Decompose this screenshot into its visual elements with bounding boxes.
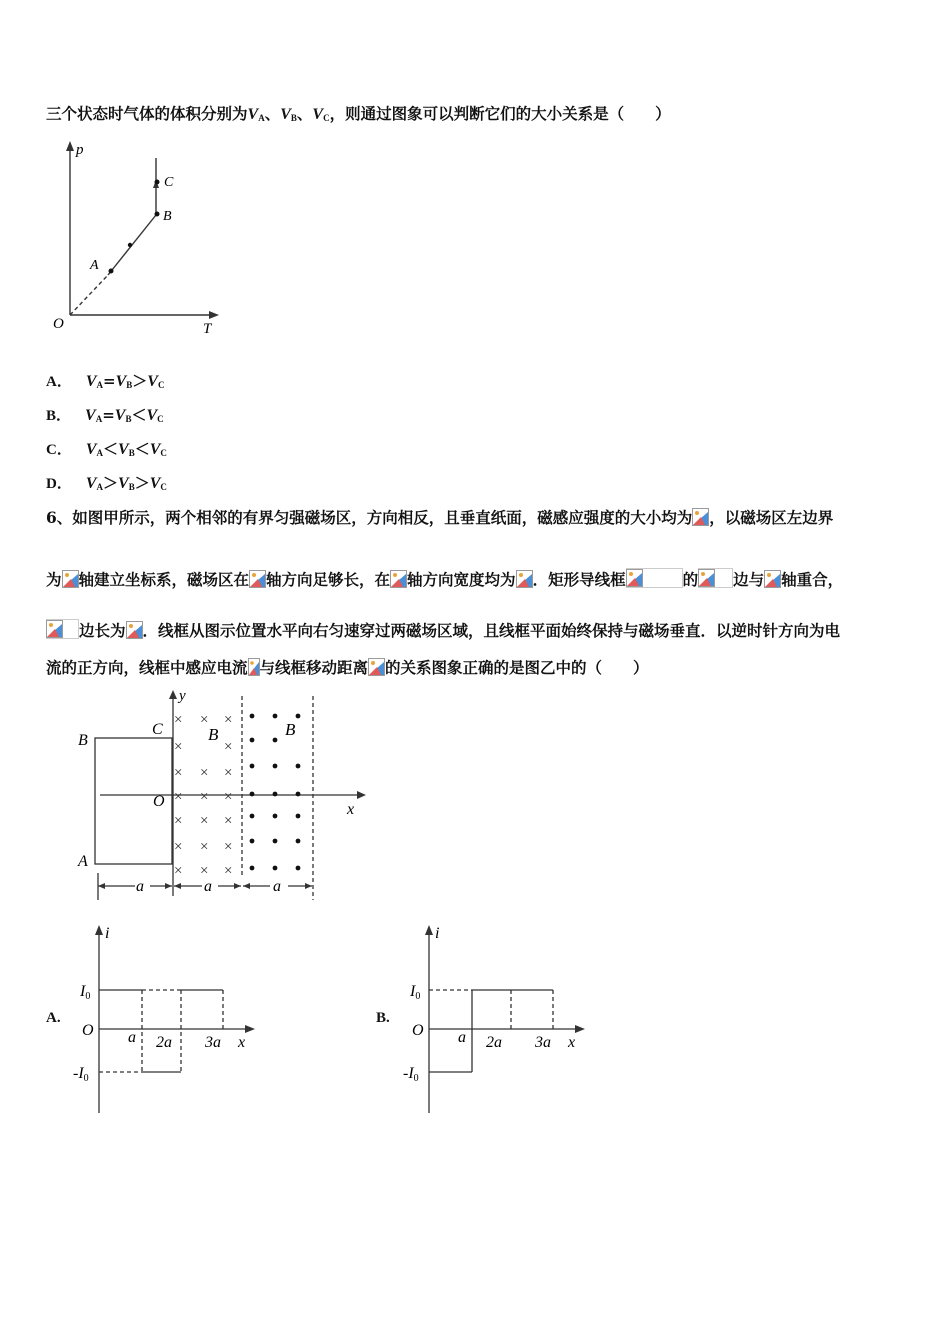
broken-image-icon — [698, 568, 733, 588]
point-a — [109, 269, 114, 274]
svg-text:a: a — [458, 1029, 466, 1046]
option-d[interactable]: D． $V_A>V_B>V_C$ — [46, 474, 167, 492]
field-into-page-symbol: × — [200, 839, 209, 855]
q6-line-2: 为 轴建立坐标系，磁场区在 轴方向足够长，在 轴方向宽度均为 ．矩形导线框 的 边与 轴重合， — [46, 570, 844, 589]
field-out-of-page-symbol — [296, 714, 301, 719]
field-out-of-page-symbol — [296, 866, 301, 871]
width-a-2: a — [204, 878, 212, 895]
svg-text:3a: 3a — [205, 1034, 221, 1051]
q6-line-3: 边长为 ．线框从图示位置水平向右匀速穿过两磁场区域，且线框平面始终保持与磁场垂直．以逆时针方向为电 — [46, 619, 840, 641]
field-into-page-symbol: × — [200, 789, 209, 805]
field-out-of-page-symbol — [250, 814, 255, 819]
svg-text:3a: 3a — [535, 1034, 551, 1051]
field-out-of-page-symbol — [250, 792, 255, 797]
label-b-field-2: B — [285, 720, 296, 739]
width-a-1: a — [136, 878, 144, 895]
svg-text:x: x — [238, 1034, 246, 1051]
field-into-page-symbol: × — [174, 839, 183, 855]
svg-text:x: x — [568, 1034, 576, 1051]
label-b-field-1: B — [208, 725, 219, 744]
field-into-page-symbol: × — [174, 739, 183, 755]
label-y: y — [179, 688, 186, 704]
broken-image-icon — [62, 570, 79, 588]
origin: O — [53, 316, 64, 332]
field-out-of-page-symbol — [296, 814, 301, 819]
broken-image-icon — [249, 570, 266, 588]
field-out-of-page-symbol — [250, 839, 255, 844]
label-frame-a: A — [78, 853, 88, 870]
svg-text:I0: I0 — [80, 983, 91, 1002]
field-out-of-page-symbol — [250, 764, 255, 769]
broken-image-icon — [516, 570, 533, 588]
answer-a-graph[interactable] — [70, 920, 270, 1120]
point-b — [155, 212, 160, 217]
broken-image-icon — [126, 621, 143, 639]
svg-text:i: i — [435, 925, 440, 942]
label-b: B — [163, 209, 172, 224]
field-out-of-page-symbol — [296, 839, 301, 844]
field-into-page-symbol: × — [200, 712, 209, 728]
option-c[interactable]: C． $V_A<V_B<V_C$ — [46, 440, 167, 458]
field-into-page-symbol: × — [174, 712, 183, 728]
field-into-page-symbol: × — [200, 813, 209, 829]
field-out-of-page-symbol — [296, 792, 301, 797]
axis-p: p — [76, 142, 84, 158]
option-a[interactable]: A． $V_A=V_B>V_C$ — [46, 372, 165, 390]
field-into-page-symbol: × — [224, 765, 233, 781]
answer-b-label[interactable]: B. — [376, 1010, 390, 1026]
field-into-page-symbol: × — [174, 863, 183, 879]
answer-b-graph[interactable] — [400, 920, 600, 1120]
field-out-of-page-symbol — [273, 792, 278, 797]
broken-image-icon — [764, 570, 781, 588]
broken-image-icon — [46, 619, 79, 639]
svg-text:2a: 2a — [156, 1034, 172, 1051]
point-c — [155, 180, 160, 185]
svg-text:2a: 2a — [486, 1034, 502, 1051]
svg-text:a: a — [128, 1029, 136, 1046]
label-o: O — [153, 793, 165, 810]
pt-graph — [50, 138, 230, 338]
field-out-of-page-symbol — [273, 714, 278, 719]
field-into-page-symbol: × — [200, 765, 209, 781]
field-out-of-page-symbol — [250, 714, 255, 719]
field-out-of-page-symbol — [273, 738, 278, 743]
svg-text:I0: I0 — [410, 983, 421, 1002]
axis-t: T — [203, 321, 212, 337]
field-out-of-page-symbol — [273, 866, 278, 871]
broken-image-icon — [390, 570, 407, 588]
field-into-page-symbol: × — [224, 789, 233, 805]
svg-text:O: O — [412, 1022, 424, 1039]
q6-line-4: 流的正方向，线框中感应电流 与线框移动距离 的关系图象正确的是图乙中的（ ） — [46, 658, 649, 677]
field-out-of-page-symbol — [250, 866, 255, 871]
field-out-of-page-symbol — [296, 764, 301, 769]
field-out-of-page-symbol — [250, 738, 255, 743]
field-into-page-symbol: × — [174, 765, 183, 781]
q6-line-1: 6、如图甲所示，两个相邻的有界匀强磁场区，方向相反，且垂直纸面，磁感应强度的大小均为 ，以磁场区左边界 — [46, 508, 834, 527]
broken-image-icon — [248, 658, 260, 676]
field-into-page-symbol: × — [224, 739, 233, 755]
field-into-page-symbol: × — [174, 813, 183, 829]
svg-text:-I0: -I0 — [73, 1065, 89, 1084]
field-into-page-symbol: × — [224, 712, 233, 728]
label-x: x — [347, 801, 355, 818]
broken-image-icon — [692, 508, 709, 526]
width-a-3: a — [273, 878, 281, 895]
field-out-of-page-symbol — [273, 764, 278, 769]
field-into-page-symbol: × — [174, 789, 183, 805]
magnetic-field-figure — [70, 688, 380, 908]
broken-image-icon — [368, 658, 385, 676]
label-a: A — [90, 258, 99, 273]
field-into-page-symbol: × — [200, 863, 209, 879]
broken-image-icon — [626, 568, 683, 588]
field-out-of-page-symbol — [273, 814, 278, 819]
svg-text:-I0: -I0 — [403, 1065, 419, 1084]
field-into-page-symbol: × — [224, 863, 233, 879]
label-c: C — [164, 175, 174, 190]
option-b[interactable]: B． $V_A=V_B<V_C$ — [46, 406, 164, 424]
label-frame-b: B — [78, 732, 88, 749]
label-frame-c: C — [152, 721, 163, 738]
field-into-page-symbol: × — [224, 839, 233, 855]
answer-a-label[interactable]: A. — [46, 1010, 61, 1026]
field-into-page-symbol: × — [224, 813, 233, 829]
q5-stem: 三个状态时气体的体积分别为$V_A$、$V_B$、$V_C$，则通过图象可以判断它们的大小关系是（ ） — [46, 104, 671, 123]
field-out-of-page-symbol — [273, 839, 278, 844]
svg-text:i: i — [105, 925, 110, 942]
svg-text:O: O — [82, 1022, 94, 1039]
